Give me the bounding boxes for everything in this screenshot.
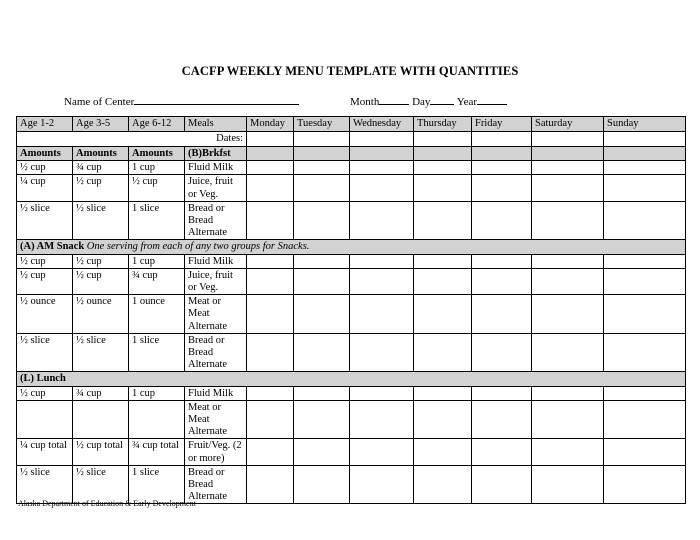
column-header: Age 6-12 bbox=[129, 117, 185, 132]
column-header: Saturday bbox=[532, 117, 604, 132]
table-row bbox=[17, 333, 686, 372]
amount-age-1-2: ¼ cup bbox=[17, 175, 73, 201]
meal-component: Fruit/Veg. (2 or more) bbox=[185, 439, 247, 465]
menu-entry-cell[interactable] bbox=[350, 201, 414, 240]
column-header: Age 1-2 bbox=[17, 117, 73, 132]
menu-entry-cell[interactable] bbox=[472, 333, 532, 372]
amount-age-1-2: ½ cup bbox=[17, 254, 73, 268]
menu-entry-cell[interactable] bbox=[294, 175, 350, 201]
menu-entry-cell[interactable] bbox=[414, 439, 472, 465]
snack-section-note-end: . bbox=[306, 241, 310, 253]
menu-entry-cell[interactable] bbox=[604, 161, 686, 175]
menu-entry-cell[interactable] bbox=[294, 439, 350, 465]
amount-age-6-12: 1 slice bbox=[129, 465, 185, 504]
menu-entry-cell[interactable] bbox=[604, 268, 686, 294]
menu-entry-cell[interactable] bbox=[247, 295, 294, 334]
menu-entry-cell[interactable] bbox=[294, 254, 350, 268]
center-name-line bbox=[64, 93, 299, 108]
menu-entry-cell[interactable] bbox=[532, 254, 604, 268]
meal-component: Bread or Bread Alternate bbox=[185, 333, 247, 372]
column-header: Wednesday bbox=[350, 117, 414, 132]
amount-age-1-2: ½ slice bbox=[17, 333, 73, 372]
dates-label: Dates: bbox=[17, 132, 247, 147]
amount-age-3-5: ¾ cup bbox=[73, 161, 129, 175]
table-row bbox=[17, 175, 686, 201]
menu-entry-cell[interactable] bbox=[532, 333, 604, 372]
menu-entry-cell[interactable] bbox=[604, 254, 686, 268]
menu-entry-cell[interactable] bbox=[532, 400, 604, 439]
menu-entry-cell[interactable] bbox=[247, 386, 294, 400]
menu-entry-cell[interactable] bbox=[350, 400, 414, 439]
menu-entry-cell[interactable] bbox=[472, 465, 532, 504]
amount-age-1-2: ½ cup bbox=[17, 161, 73, 175]
snack-section-cell bbox=[17, 240, 686, 254]
menu-entry-cell[interactable] bbox=[414, 201, 472, 240]
menu-entry-cell[interactable] bbox=[472, 175, 532, 201]
menu-entry-cell[interactable] bbox=[414, 161, 472, 175]
amount-age-1-2: ½ slice bbox=[17, 201, 73, 240]
day-cell[interactable] bbox=[604, 147, 686, 161]
document-title: CACFP WEEKLY MENU TEMPLATE WITH QUANTITIES bbox=[181, 64, 519, 78]
amount-age-1-2: ½ slice bbox=[17, 465, 73, 504]
column-header: Tuesday bbox=[294, 117, 350, 132]
menu-entry-cell[interactable] bbox=[532, 161, 604, 175]
menu-entry-cell[interactable] bbox=[350, 161, 414, 175]
menu-entry-cell[interactable] bbox=[247, 333, 294, 372]
amount-age-6-12: 1 cup bbox=[129, 386, 185, 400]
amounts-row bbox=[17, 147, 686, 161]
menu-entry-cell[interactable] bbox=[350, 295, 414, 334]
day-cell[interactable] bbox=[294, 147, 350, 161]
menu-entry-cell[interactable] bbox=[350, 268, 414, 294]
table-row bbox=[17, 439, 686, 465]
meal-component: Bread or Bread Alternate bbox=[185, 465, 247, 504]
date-cell[interactable] bbox=[472, 132, 532, 147]
breakfast-label: (B)Brkfst bbox=[185, 147, 247, 161]
day-label: Day bbox=[412, 96, 431, 108]
menu-entry-cell[interactable] bbox=[532, 175, 604, 201]
amount-age-1-2: ½ cup bbox=[17, 386, 73, 400]
snack-section-header bbox=[17, 240, 686, 254]
menu-entry-cell[interactable] bbox=[414, 386, 472, 400]
column-header: Monday bbox=[247, 117, 294, 132]
day-field[interactable] bbox=[430, 93, 454, 105]
table-row bbox=[17, 295, 686, 334]
amount-age-3-5: ½ slice bbox=[73, 465, 129, 504]
footer-agency: Alaska Department of Education & Early Development bbox=[18, 499, 196, 508]
menu-table bbox=[16, 116, 686, 504]
menu-entry-cell[interactable] bbox=[472, 400, 532, 439]
menu-entry-cell[interactable] bbox=[604, 175, 686, 201]
menu-entry-cell[interactable] bbox=[472, 268, 532, 294]
meal-component: Fluid Milk bbox=[185, 386, 247, 400]
menu-entry-cell[interactable] bbox=[604, 386, 686, 400]
date-cell[interactable] bbox=[247, 132, 294, 147]
menu-entry-cell[interactable] bbox=[532, 465, 604, 504]
column-header: Meals bbox=[185, 117, 247, 132]
meal-component: Juice, fruit or Veg. bbox=[185, 175, 247, 201]
menu-entry-cell[interactable] bbox=[294, 400, 350, 439]
lunch-section-header bbox=[17, 372, 686, 386]
date-cell[interactable] bbox=[414, 132, 472, 147]
day-cell[interactable] bbox=[532, 147, 604, 161]
table-row bbox=[17, 201, 686, 240]
amount-age-6-12: ¾ cup bbox=[129, 268, 185, 294]
menu-entry-cell[interactable] bbox=[294, 201, 350, 240]
menu-entry-cell[interactable] bbox=[350, 386, 414, 400]
menu-entry-cell[interactable] bbox=[414, 333, 472, 372]
center-name-field[interactable] bbox=[134, 93, 299, 105]
year-field[interactable] bbox=[477, 93, 507, 105]
month-field[interactable] bbox=[379, 93, 409, 105]
amounts-label: Amounts bbox=[17, 147, 73, 161]
snack-section-label: (A) AM Snack bbox=[20, 241, 85, 253]
menu-entry-cell[interactable] bbox=[247, 400, 294, 439]
amount-age-1-2: ¼ cup total bbox=[17, 439, 73, 465]
amounts-label: Amounts bbox=[73, 147, 129, 161]
table-row bbox=[17, 386, 686, 400]
amount-age-3-5: ½ ounce bbox=[73, 295, 129, 334]
menu-entry-cell[interactable] bbox=[247, 175, 294, 201]
amount-age-3-5: ½ cup bbox=[73, 254, 129, 268]
amount-age-6-12: 1 cup bbox=[129, 254, 185, 268]
menu-entry-cell[interactable] bbox=[350, 439, 414, 465]
amount-age-6-12: 1 slice bbox=[129, 333, 185, 372]
day-cell[interactable] bbox=[472, 147, 532, 161]
meal-component: Meat or Meat Alternate bbox=[185, 400, 247, 439]
dates-row bbox=[17, 132, 686, 147]
amount-age-3-5: ½ slice bbox=[73, 201, 129, 240]
date-cell[interactable] bbox=[294, 132, 350, 147]
amount-age-6-12 bbox=[129, 400, 185, 439]
meal-component: Meat or Meat Alternate bbox=[185, 295, 247, 334]
table-row bbox=[17, 400, 686, 439]
menu-entry-cell[interactable] bbox=[472, 254, 532, 268]
menu-entry-cell[interactable] bbox=[532, 201, 604, 240]
amount-age-6-12: 1 ounce bbox=[129, 295, 185, 334]
amounts-label: Amounts bbox=[129, 147, 185, 161]
menu-entry-cell[interactable] bbox=[472, 201, 532, 240]
menu-entry-cell[interactable] bbox=[472, 161, 532, 175]
menu-entry-cell[interactable] bbox=[247, 201, 294, 240]
date-cell[interactable] bbox=[532, 132, 604, 147]
meal-component: Bread or Bread Alternate bbox=[185, 201, 247, 240]
amount-age-1-2: ½ ounce bbox=[17, 295, 73, 334]
amount-age-6-12: 1 slice bbox=[129, 201, 185, 240]
date-cell[interactable] bbox=[350, 132, 414, 147]
menu-entry-cell[interactable] bbox=[247, 268, 294, 294]
menu-entry-cell[interactable] bbox=[414, 175, 472, 201]
menu-entry-cell[interactable] bbox=[294, 295, 350, 334]
menu-entry-cell[interactable] bbox=[532, 268, 604, 294]
menu-entry-cell[interactable] bbox=[294, 268, 350, 294]
day-cell[interactable] bbox=[414, 147, 472, 161]
snack-section-note: One serving from each of any two groups for Snacks bbox=[86, 241, 307, 253]
amount-age-1-2 bbox=[17, 400, 73, 439]
menu-entry-cell[interactable] bbox=[604, 439, 686, 465]
amount-age-3-5: ½ cup bbox=[73, 268, 129, 294]
day-cell[interactable] bbox=[350, 147, 414, 161]
menu-entry-cell[interactable] bbox=[414, 295, 472, 334]
menu-entry-cell[interactable] bbox=[414, 268, 472, 294]
menu-entry-cell[interactable] bbox=[294, 386, 350, 400]
amount-age-3-5: ½ slice bbox=[73, 333, 129, 372]
amount-age-3-5 bbox=[73, 400, 129, 439]
menu-entry-cell[interactable] bbox=[294, 333, 350, 372]
amount-age-1-2: ½ cup bbox=[17, 268, 73, 294]
menu-entry-cell[interactable] bbox=[294, 161, 350, 175]
month-label: Month bbox=[350, 96, 380, 108]
amount-age-6-12: ¾ cup total bbox=[129, 439, 185, 465]
menu-entry-cell[interactable] bbox=[414, 465, 472, 504]
menu-entry-cell[interactable] bbox=[414, 254, 472, 268]
meal-component: Juice, fruit or Veg. bbox=[185, 268, 247, 294]
table-row bbox=[17, 161, 686, 175]
menu-entry-cell[interactable] bbox=[350, 465, 414, 504]
column-header: Friday bbox=[472, 117, 532, 132]
date-cell[interactable] bbox=[604, 132, 686, 147]
menu-entry-cell[interactable] bbox=[414, 400, 472, 439]
menu-entry-cell[interactable] bbox=[604, 295, 686, 334]
table-row bbox=[17, 268, 686, 294]
amount-age-6-12: 1 cup bbox=[129, 161, 185, 175]
menu-entry-cell[interactable] bbox=[294, 465, 350, 504]
amount-age-3-5: ½ cup total bbox=[73, 439, 129, 465]
menu-entry-cell[interactable] bbox=[350, 175, 414, 201]
menu-entry-cell[interactable] bbox=[472, 386, 532, 400]
menu-entry-cell[interactable] bbox=[247, 254, 294, 268]
menu-entry-cell[interactable] bbox=[350, 254, 414, 268]
center-name-label: Name of Center bbox=[64, 96, 135, 108]
menu-entry-cell[interactable] bbox=[604, 201, 686, 240]
amount-age-6-12: ½ cup bbox=[129, 175, 185, 201]
header-row bbox=[17, 117, 686, 132]
menu-entry-cell[interactable] bbox=[604, 333, 686, 372]
menu-entry-cell[interactable] bbox=[604, 465, 686, 504]
amount-age-3-5: ¾ cup bbox=[73, 386, 129, 400]
lunch-section-label: (L) Lunch bbox=[20, 373, 66, 385]
menu-entry-cell[interactable] bbox=[247, 465, 294, 504]
menu-entry-cell[interactable] bbox=[532, 386, 604, 400]
meal-component: Fluid Milk bbox=[185, 254, 247, 268]
column-header: Sunday bbox=[604, 117, 686, 132]
table-row bbox=[17, 254, 686, 268]
menu-entry-cell[interactable] bbox=[247, 161, 294, 175]
menu-entry-cell[interactable] bbox=[532, 439, 604, 465]
lunch-section-cell bbox=[17, 372, 686, 386]
column-header: Age 3-5 bbox=[73, 117, 129, 132]
menu-entry-cell[interactable] bbox=[472, 439, 532, 465]
amount-age-3-5: ½ cup bbox=[73, 175, 129, 201]
menu-entry-cell[interactable] bbox=[350, 333, 414, 372]
date-line bbox=[350, 93, 507, 108]
menu-entry-cell[interactable] bbox=[604, 400, 686, 439]
year-label: Year bbox=[456, 96, 478, 108]
meal-component: Fluid Milk bbox=[185, 161, 247, 175]
menu-entry-cell[interactable] bbox=[532, 295, 604, 334]
menu-entry-cell[interactable] bbox=[472, 295, 532, 334]
day-cell[interactable] bbox=[247, 147, 294, 161]
column-header: Thursday bbox=[414, 117, 472, 132]
menu-entry-cell[interactable] bbox=[247, 439, 294, 465]
